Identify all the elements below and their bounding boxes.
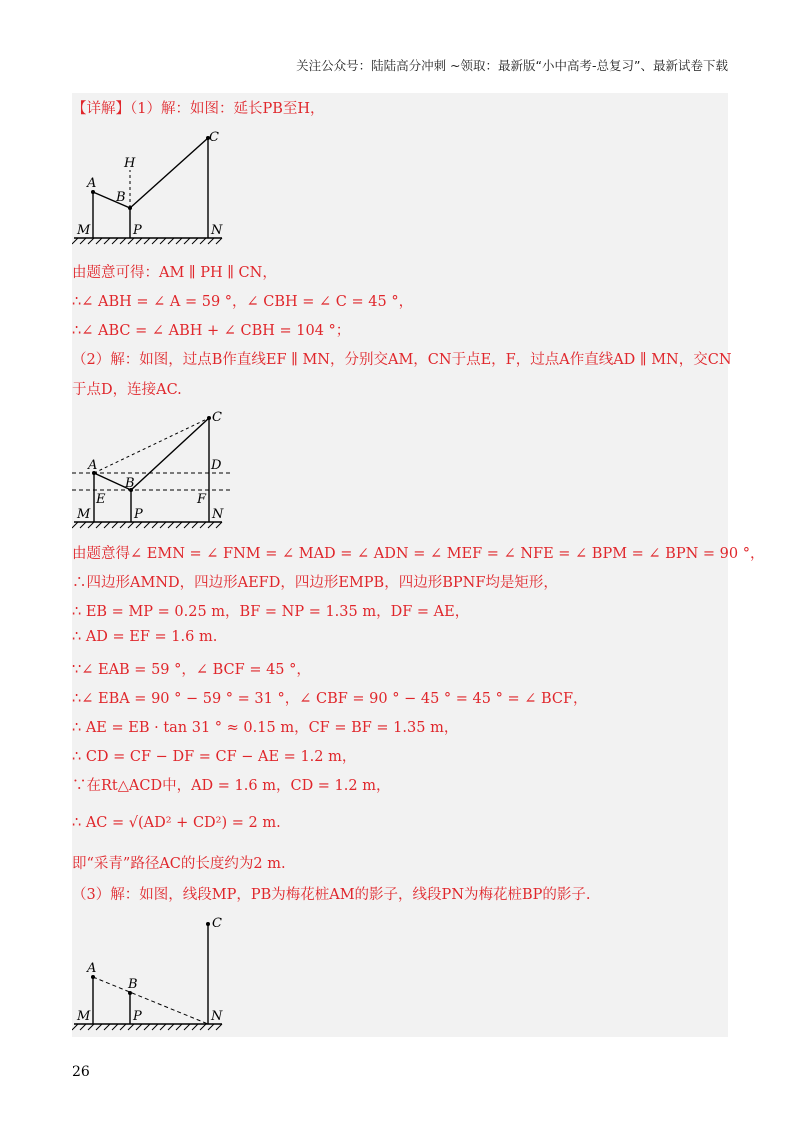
label-N: N bbox=[211, 1009, 223, 1024]
solution-line: ∵∠ EAB = 59 °，∠ BCF = 45 °， bbox=[72, 662, 311, 678]
figure-3 bbox=[72, 912, 242, 1037]
label-A: A bbox=[87, 176, 97, 191]
label-P: P bbox=[134, 507, 143, 522]
solution-line: ∴∠ ABC = ∠ ABH + ∠ CBH = 104 °； bbox=[72, 323, 351, 339]
label-M: M bbox=[77, 1009, 91, 1024]
label-C: C bbox=[212, 410, 222, 425]
solution-line: （2）解：如图，过点B作直线EF ∥ MN，分别交AM，CN于点E，F，过点A作直线AD ∥ MN，交CN bbox=[72, 352, 732, 368]
label-B: B bbox=[125, 476, 135, 491]
solution-line: ∴∠ ABH = ∠ A = 59 °，∠ CBH = ∠ C = 45 °， bbox=[72, 294, 414, 310]
figure-2 bbox=[72, 405, 242, 532]
solution-line: ∴ AE = EB · tan 31 ° ≈ 0.15 m，CF = BF = 1.35 m， bbox=[72, 720, 459, 736]
figure-1 bbox=[72, 125, 242, 245]
label-M: M bbox=[77, 223, 91, 238]
solution-line: ∴ EB = MP = 0.25 m，BF = NP = 1.35 m，DF = AE， bbox=[72, 604, 470, 620]
page-header: 关注公众号：陆陆高分冲刺 ~领取：最新版“小中高考-总复习”、最新试卷下载 bbox=[296, 58, 728, 73]
solution-line: ∴ AD = EF = 1.6 m. bbox=[72, 629, 218, 645]
solution-line: ∵在Rt△ACD中，AD = 1.6 m，CD = 1.2 m， bbox=[72, 778, 391, 794]
label-H: H bbox=[124, 156, 136, 171]
label-C: C bbox=[209, 130, 219, 145]
label-A: A bbox=[87, 961, 97, 976]
solution-line: ∴ AC = √(AD² + CD²) = 2 m. bbox=[72, 815, 281, 831]
label-A: A bbox=[88, 458, 98, 473]
label-M: M bbox=[77, 507, 91, 522]
solution-line: 由题意可得：AM ∥ PH ∥ CN， bbox=[72, 265, 277, 281]
solution-line: ∴∠ EBA = 90 ° − 59 ° = 31 °，∠ CBF = 90 ° − 45 ° = 45 ° = ∠ BCF， bbox=[72, 691, 588, 707]
solution-line: 于点D，连接AC. bbox=[72, 382, 182, 398]
solution-line: 【详解】（1）解：如图：延长PB至H， bbox=[72, 101, 325, 117]
label-B: B bbox=[116, 190, 126, 205]
solution-line: 即“采青”路径AC的长度约为2 m. bbox=[72, 856, 286, 872]
label-P: P bbox=[133, 1009, 142, 1024]
solution-line: ∴四边形AMND，四边形AEFD，四边形EMPB，四边形BPNF均是矩形， bbox=[72, 575, 558, 591]
solution-line: 由题意得∠ EMN = ∠ FNM = ∠ MAD = ∠ ADN = ∠ MEF = ∠ NFE = ∠ BPM = ∠ BPN = 90 °， bbox=[72, 546, 765, 562]
label-N: N bbox=[212, 507, 224, 522]
label-P: P bbox=[133, 223, 142, 238]
label-D: D bbox=[211, 458, 222, 473]
page-number: 26 bbox=[72, 1064, 90, 1080]
label-C: C bbox=[212, 916, 222, 931]
label-N: N bbox=[211, 223, 223, 238]
solution-line: ∴ CD = CF − DF = CF − AE = 1.2 m， bbox=[72, 749, 357, 765]
label-F: F bbox=[197, 492, 207, 507]
label-E: E bbox=[96, 492, 106, 507]
solution-line: （3）解：如图，线段MP，PB为梅花桩AM的影子，线段PN为梅花桩BP的影子. bbox=[72, 887, 591, 903]
label-B: B bbox=[128, 977, 138, 992]
